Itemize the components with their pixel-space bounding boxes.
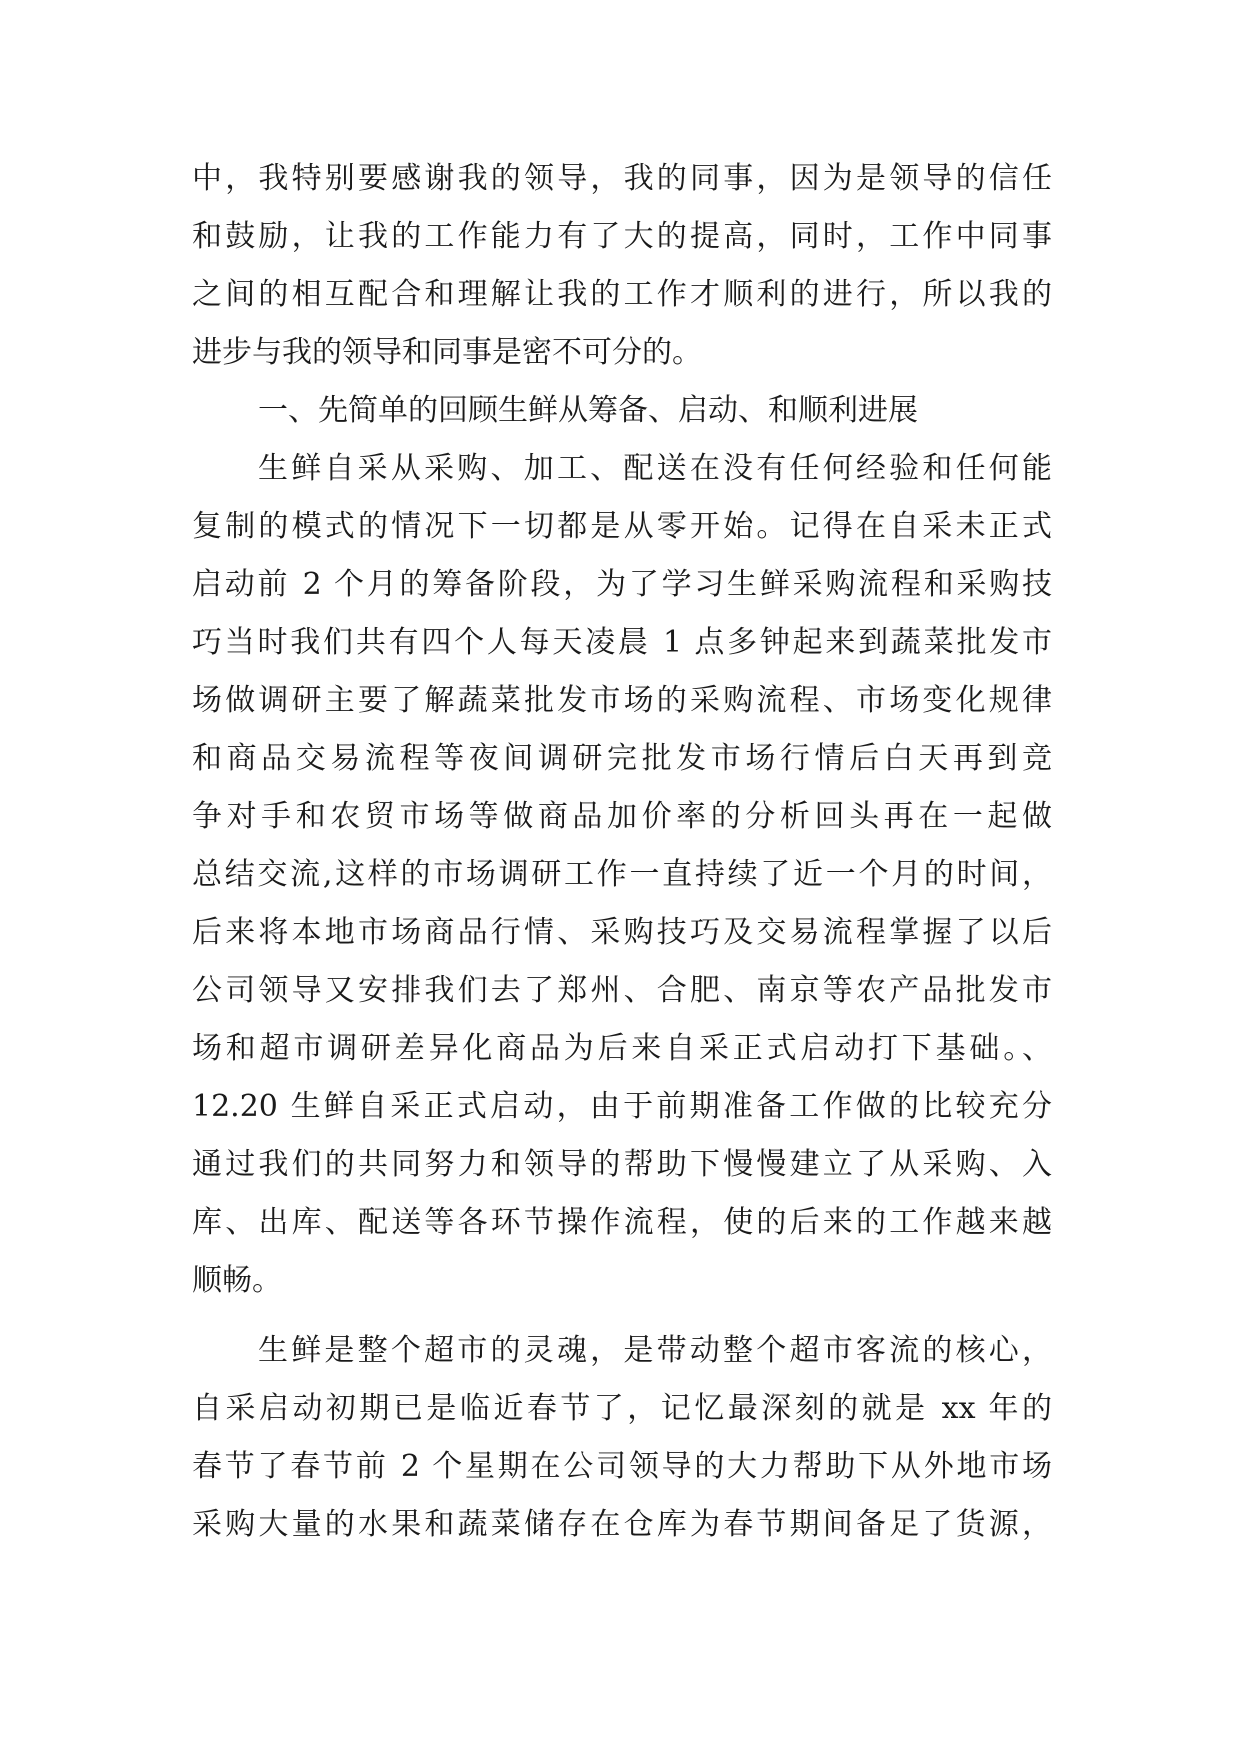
text-line: 场和超市调研差异化商品为后来自采正式启动打下基础。、 [192,1031,1052,1066]
text-line: 争对手和农贸市场等做商品加价率的分析回头再在一起做 [192,799,1052,834]
section-heading [192,382,1052,440]
text-line: 生鲜是整个超市的灵魂，是带动整个超市客流的核心， [258,1333,1052,1368]
text-line: 场做调研主要了解蔬菜批发市场的采购流程、市场变化规律 [192,683,1052,718]
paragraph-spacing [192,1310,1052,1322]
document-body [192,150,1052,1554]
text-line: 复制的模式的情况下一切都是从零开始。记得在自采未正式 [192,509,1052,544]
text-line: 后来将本地市场商品行情、采购技巧及交易流程掌握了以后 [192,915,1052,950]
text-line: 采购大量的水果和蔬菜储存在仓库为春节期间备足了货源， [192,1507,1052,1542]
text-line: 中，我特别要感谢我的领导，我的同事，因为是领导的信任 [192,161,1052,196]
text-line: 自采启动初期已是临近春节了，记忆最深刻的就是 xx 年的 [192,1391,1052,1426]
text-line: 进步与我的领导和同事是密不可分的。 [192,335,702,370]
text-line: 顺畅。 [192,1263,282,1298]
text-line: 总结交流,这样的市场调研工作一直持续了近一个月的时间， [192,857,1052,892]
text-line: 启动前 2 个月的筹备阶段，为了学习生鲜采购流程和采购技 [192,567,1052,602]
text-line: 12.20 生鲜自采正式启动，由于前期准备工作做的比较充分 [192,1089,1052,1124]
text-line: 生鲜自采从采购、加工、配送在没有任何经验和任何能 [258,451,1052,486]
text-line: 春节了春节前 2 个星期在公司领导的大力帮助下从外地市场 [192,1449,1052,1484]
text-line: 和鼓励，让我的工作能力有了大的提高，同时，工作中同事 [192,219,1052,254]
text-line: 库、出库、配送等各环节操作流程，使的后来的工作越来越 [192,1205,1052,1240]
section-heading-text: 一、先简单的回顾生鲜从筹备、启动、和顺利进展 [258,393,918,428]
text-line: 巧当时我们共有四个人每天凌晨 1 点多钟起来到蔬菜批发市 [192,625,1052,660]
paragraph-3 [192,440,1052,1310]
paragraph-4 [192,1322,1052,1554]
paragraph-1 [192,150,1052,382]
text-line: 和商品交易流程等夜间调研完批发市场行情后白天再到竞 [192,741,1052,776]
text-line: 公司领导又安排我们去了郑州、合肥、南京等农产品批发市 [192,973,1052,1008]
text-line: 通过我们的共同努力和领导的帮助下慢慢建立了从采购、入 [192,1147,1052,1182]
text-line: 之间的相互配合和理解让我的工作才顺利的进行，所以我的 [192,277,1052,312]
